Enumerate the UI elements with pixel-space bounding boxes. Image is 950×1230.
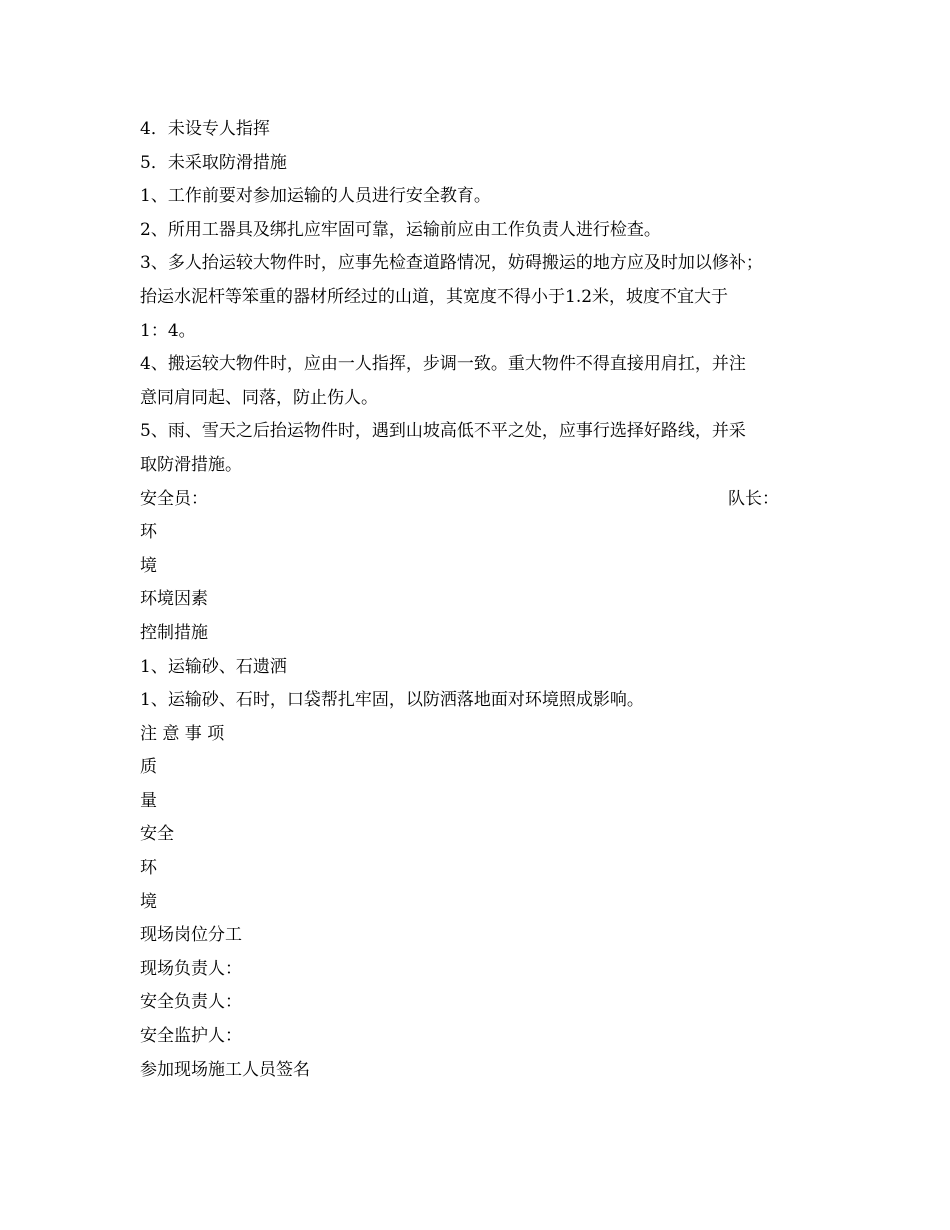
safety-guardian-label: 安全监护人： <box>140 1026 242 1047</box>
control-measure-heading: 控制措施 <box>140 622 208 643</box>
env-heading-char-1: 环 <box>140 522 157 543</box>
document-body <box>140 113 820 1087</box>
notes-heading: 注 意 事 项 <box>140 723 225 744</box>
control-measure-1: 1、运输砂、石时，口袋帮扎牢固，以防洒落地面对环境照成影响。 <box>140 690 644 711</box>
env-factor-heading: 环境因素 <box>140 589 208 610</box>
workers-signature-label: 参加现场施工人员签名 <box>140 1059 310 1080</box>
team-leader-label: 队长： <box>728 488 779 509</box>
signature-row <box>140 483 820 517</box>
safety-rule-4-cont: 意同肩同起、同落，防止伤人。 <box>140 387 378 408</box>
env-heading-char-2: 境 <box>140 555 157 576</box>
safety-rule-5: 5、雨、雪天之后抬运物件时，遇到山坡高低不平之处，应事行选择好路线，并采 <box>140 421 746 442</box>
safety-rule-4: 4、搬运较大物件时，应由一人指挥，步调一致。重大物件不得直接用肩扛，并注 <box>140 354 746 375</box>
safety-label: 安全 <box>140 824 174 845</box>
safety-rule-3-cont-1: 抬运水泥杆等笨重的器材所经过的山道，其宽度不得小于1.2米，坡度不宜大于 <box>140 286 729 307</box>
quality-char-2: 量 <box>140 790 157 811</box>
safety-rule-3: 3、多人抬运较大物件时，应事先检查道路情况，妨碍搬运的地方应及时加以修补； <box>140 253 763 274</box>
safety-rule-2: 2、所用工器具及绑扎应牢固可靠，运输前应由工作负责人进行检查。 <box>140 219 661 240</box>
env-char-1: 环 <box>140 858 157 879</box>
safety-rule-5-cont: 取防滑措施。 <box>140 454 242 475</box>
safety-manager-label: 安全负责人： <box>140 992 242 1013</box>
safety-rule-1: 1、工作前要对参加运输的人员进行安全教育。 <box>140 186 491 207</box>
safety-rule-3-cont-2: 1：4。 <box>140 320 196 341</box>
site-manager-label: 现场负责人： <box>140 958 242 979</box>
env-factor-1: 1、运输砂、石遗洒 <box>140 656 287 677</box>
safety-officer-label: 安全员： <box>140 488 208 509</box>
measure-line-4: 4．未设专人指挥 <box>140 119 270 139</box>
quality-char-1: 质 <box>140 757 157 778</box>
env-char-2: 境 <box>140 891 157 912</box>
measure-line-5: 5．未采取防滑措施 <box>140 152 287 173</box>
site-role-heading: 现场岗位分工 <box>140 925 242 946</box>
